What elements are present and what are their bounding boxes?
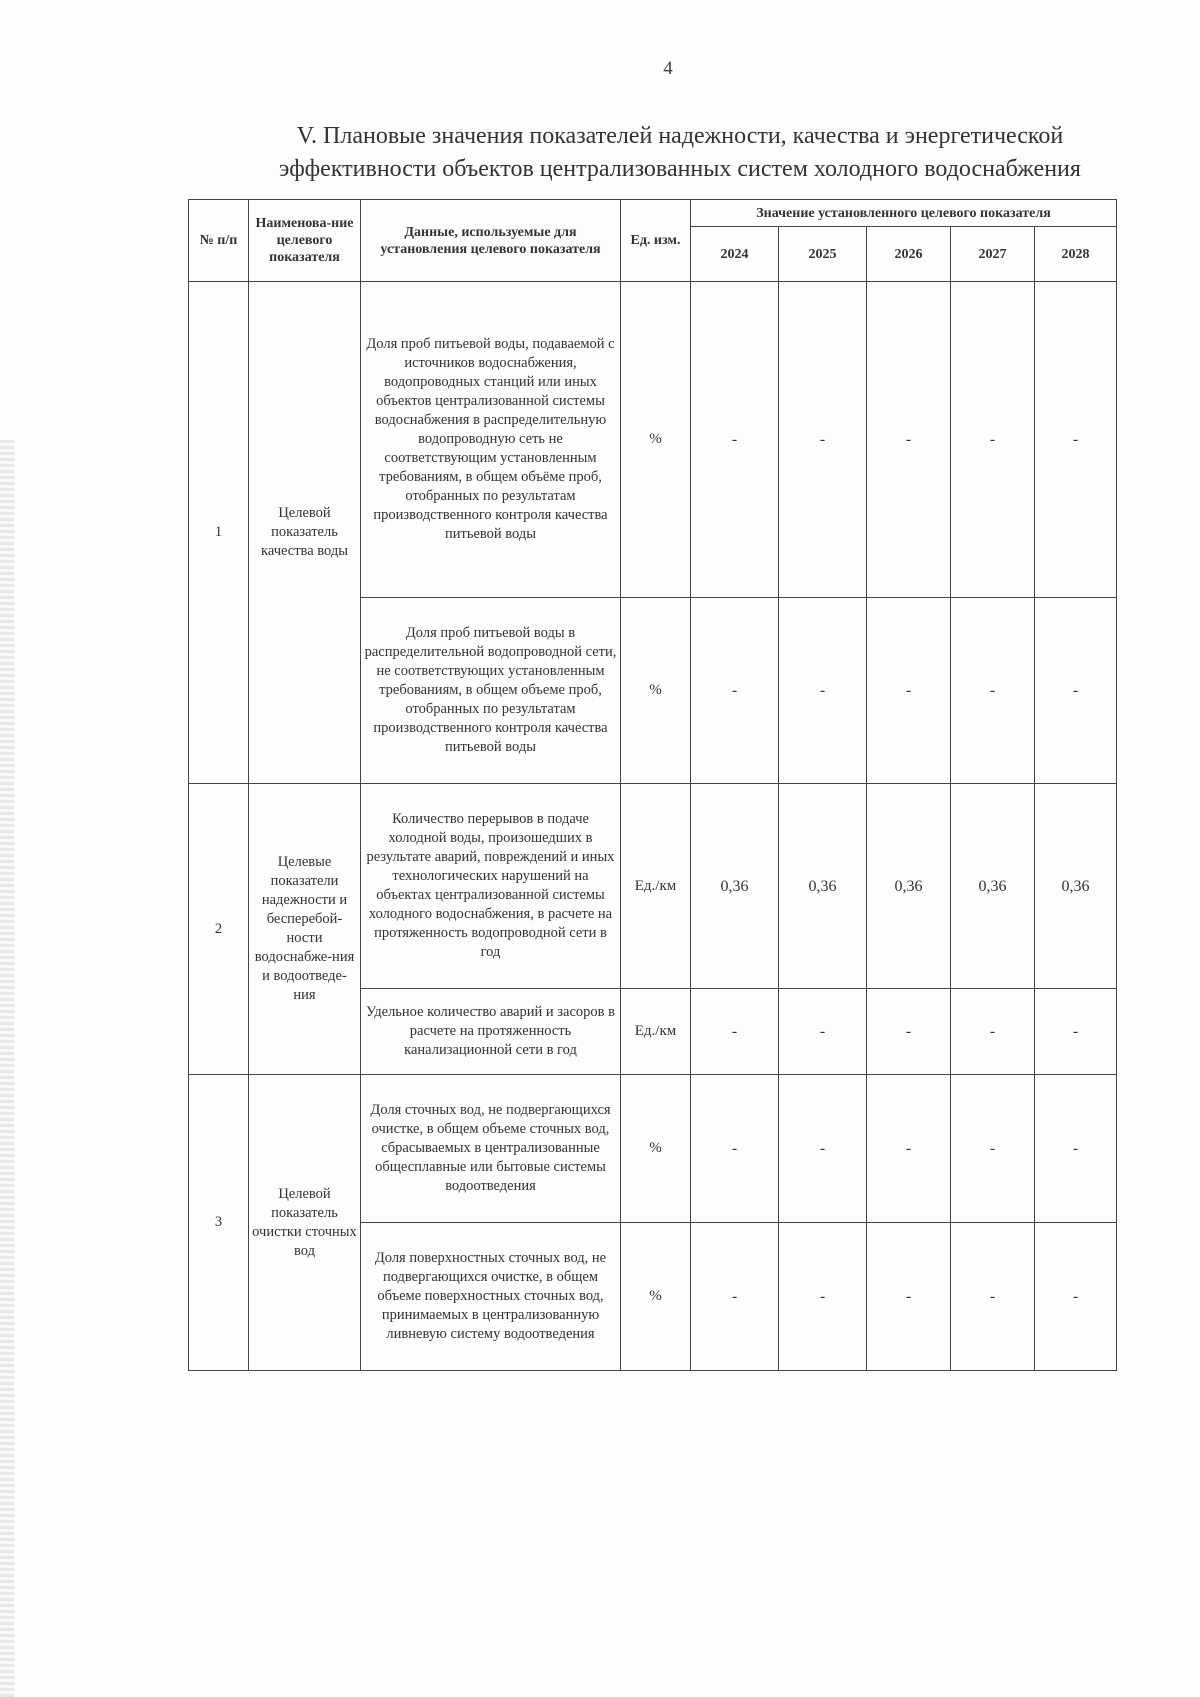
value-cell: - [951, 598, 1035, 784]
unit-cell: Ед./км [621, 784, 691, 989]
table-header [189, 200, 1117, 282]
header-unit: Ед. изм. [621, 200, 691, 282]
value-cell: - [691, 282, 779, 598]
header-year: 2028 [1035, 227, 1117, 282]
value-cell: - [951, 1223, 1035, 1371]
value-cell: - [867, 282, 951, 598]
value-cell: 0,36 [867, 784, 951, 989]
value-cell: - [1035, 989, 1117, 1075]
header-year: 2026 [867, 227, 951, 282]
value-cell: - [691, 1075, 779, 1223]
indicator-name: Целевой показатель качества воды [249, 282, 361, 784]
value-cell: - [1035, 1223, 1117, 1371]
targets-table [188, 199, 1117, 1371]
row-number: 2 [189, 784, 249, 1075]
header-num: № п/п [189, 200, 249, 282]
header-name: Наименова-ние целевого показателя [249, 200, 361, 282]
value-cell: - [1035, 598, 1117, 784]
header-values-group: Значение установленного целевого показателя [691, 200, 1117, 227]
value-cell: - [951, 989, 1035, 1075]
value-cell: - [691, 598, 779, 784]
section-title [230, 120, 1130, 186]
value-cell: 0,36 [1035, 784, 1117, 989]
unit-cell: % [621, 598, 691, 784]
header-year: 2027 [951, 227, 1035, 282]
value-cell: - [1035, 1075, 1117, 1223]
indicator-name: Целевой показатель очистки сточных вод [249, 1075, 361, 1371]
scan-edge-artifact [0, 440, 14, 1697]
section-title-line-2: эффективности объектов централизованных систем холодного водоснабжения [279, 156, 1081, 182]
page-number: 4 [663, 58, 673, 79]
unit-cell: % [621, 1223, 691, 1371]
unit-cell: Ед./км [621, 989, 691, 1075]
header-data: Данные, используемые для установления целевого показателя [361, 200, 621, 282]
value-cell: - [867, 598, 951, 784]
indicator-name: Целевые показатели надежности и бесперебой-ности водоснабже-ния и водоотведе-ния [249, 784, 361, 1075]
value-cell: - [867, 989, 951, 1075]
indicator-data: Удельное количество аварий и засоров в расчете на протяженность канализационной сети в год [361, 989, 621, 1075]
unit-cell: % [621, 282, 691, 598]
value-cell: - [867, 1075, 951, 1223]
value-cell: 0,36 [779, 784, 867, 989]
table-row [189, 282, 1117, 598]
section-title-line-1: V. Плановые значения показателей надежности, качества и энергетической [296, 123, 1064, 149]
value-cell: - [1035, 282, 1117, 598]
value-cell: 0,36 [691, 784, 779, 989]
indicator-data: Доля проб питьевой воды в распределительной водопроводной сети, не соответствующих установленным требованиям, в общем объеме проб, отобранных по результатам производственного контроля качества питьевой воды [361, 598, 621, 784]
row-number: 1 [189, 282, 249, 784]
value-cell: - [691, 989, 779, 1075]
value-cell: - [779, 1075, 867, 1223]
value-cell: - [779, 1223, 867, 1371]
indicator-data: Доля проб питьевой воды, подаваемой с источников водоснабжения, водопроводных станций или иных объектов централизованной системы водоснабжения в распределительную водопроводную сеть не соответствующим установленным требованиям, в общем объёме проб, отобранных по результатам производственного контроля качества питьевой воды [361, 282, 621, 598]
indicator-data: Доля сточных вод, не подвергающихся очистке, в общем объеме сточных вод, сбрасываемых в централизованные общесплавные или бытовые системы водоотведения [361, 1075, 621, 1223]
value-cell: - [779, 598, 867, 784]
row-number: 3 [189, 1075, 249, 1371]
table-row [189, 1075, 1117, 1223]
value-cell: 0,36 [951, 784, 1035, 989]
value-cell: - [951, 1075, 1035, 1223]
table-body [189, 282, 1117, 1371]
table-row [189, 784, 1117, 989]
value-cell: - [691, 1223, 779, 1371]
value-cell: - [867, 1223, 951, 1371]
header-year: 2025 [779, 227, 867, 282]
unit-cell: % [621, 1075, 691, 1223]
value-cell: - [951, 282, 1035, 598]
indicator-data: Количество перерывов в подаче холодной воды, произошедших в результате аварий, повреждений и иных технологических нарушений на объектах централизованной системы холодного водоснабжения, в расчете на протяженность водопроводной сети в год [361, 784, 621, 989]
value-cell: - [779, 282, 867, 598]
header-year: 2024 [691, 227, 779, 282]
value-cell: - [779, 989, 867, 1075]
indicator-data: Доля поверхностных сточных вод, не подвергающихся очистке, в общем объеме поверхностных сточных вод, принимаемых в централизованную ливневую систему водоотведения [361, 1223, 621, 1371]
